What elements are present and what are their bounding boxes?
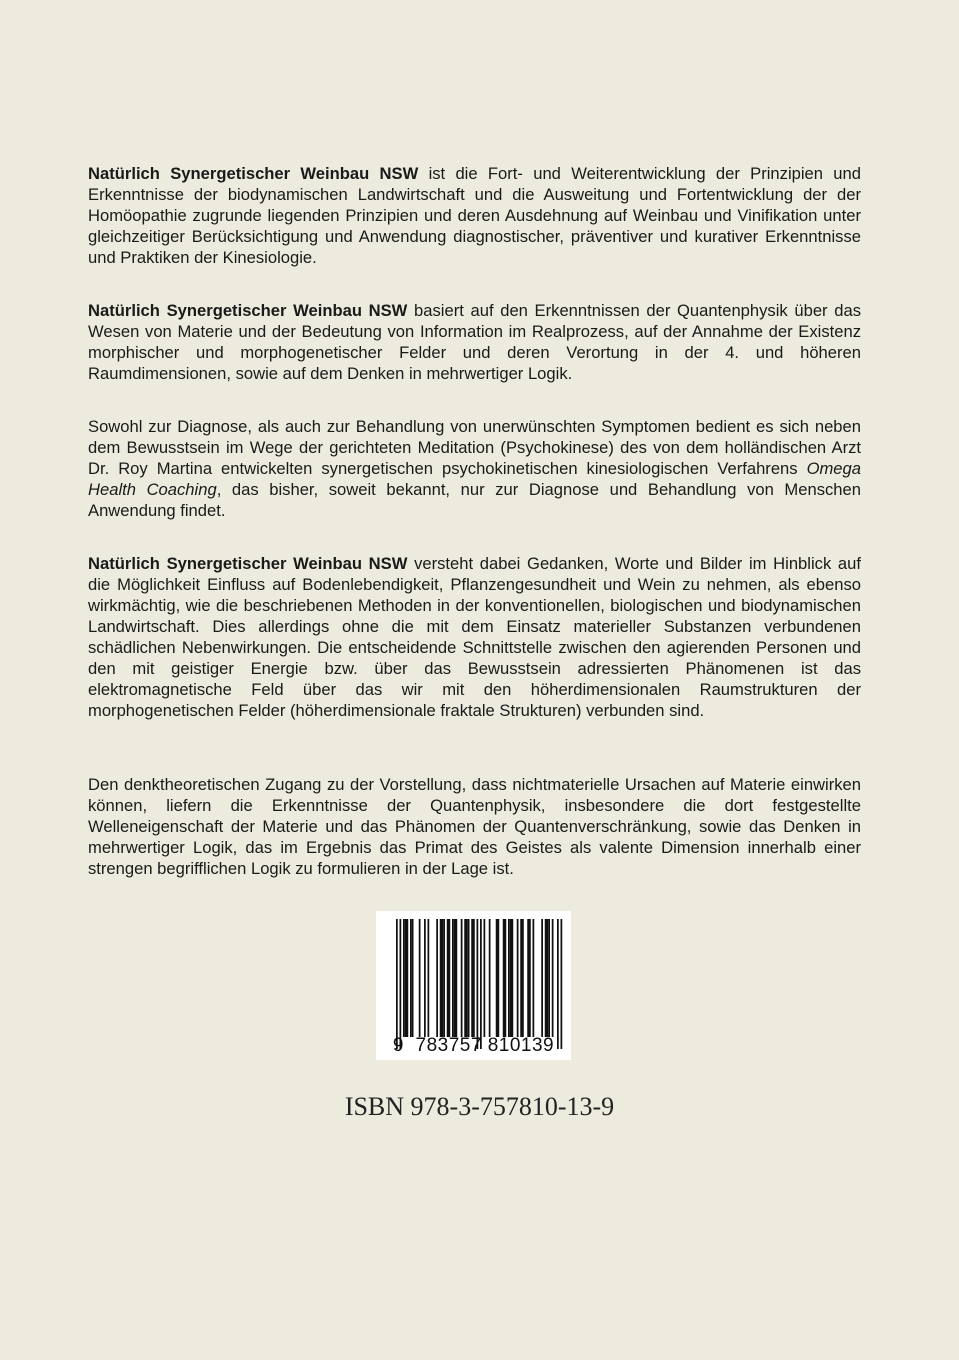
barcode-bar: [471, 919, 473, 1037]
paragraph-3-text-before: Sowohl zur Diagnose, als auch zur Behandlung von unerwünschten Symptomen bedient es sich neben dem Bewusstsein im Wege der gerichteten Meditation (Psychokinese) des von dem holländischen Arzt Dr. Roy Martina entwickelten synergetischen psychokinetischen kinesiologischen Verfahrens: [88, 417, 861, 478]
barcode-bar: [522, 919, 524, 1037]
barcode-bar: [498, 919, 500, 1037]
barcode-bar: [545, 919, 547, 1037]
paragraph-1-text: ist die Fort- und Weiterentwicklung der Prinzipien und Erkenntnisse der biodynamischen Landwirtschaft und die Ausweitung und Fortentwicklung der der Homöopathie zugrunde liegenden Prinzipien und deren Ausdehnung auf Weinbau und Vinifikation unter gleichzeitiger Berücksichtigung und Anwendung diagnostischer, präventiver und kurativer Erkenntnisse und Praktiken der Kinesiologie.: [88, 164, 861, 267]
paragraph-3-italic-term: Omega Health Coaching: [88, 459, 861, 499]
barcode-bar: [561, 919, 563, 1049]
paragraph-2: [88, 300, 861, 384]
paragraph-3: [88, 416, 861, 521]
barcode-bar: [552, 919, 554, 1037]
paragraph-1: [88, 163, 861, 268]
barcode-bar: [527, 919, 529, 1037]
barcode-bar: [484, 919, 486, 1037]
barcode-bar: [541, 919, 543, 1037]
barcode-bar: [461, 919, 463, 1037]
barcode-bar: [547, 919, 549, 1037]
barcode-digits: [376, 1035, 571, 1057]
barcode-bar: [419, 919, 421, 1037]
barcode-bar: [533, 919, 535, 1037]
isbn-label: ISBN 978-3-757810-13-9: [344, 1092, 615, 1121]
paragraph-2-lead: Natürlich Synergetischer Weinbau NSW: [88, 301, 408, 320]
barcode-bar: [496, 919, 498, 1037]
barcode-bar: [464, 919, 466, 1037]
barcode-bar: [480, 919, 482, 1049]
barcode-bar: [477, 919, 479, 1049]
barcode-bar: [396, 919, 398, 1049]
barcode-bar: [449, 919, 451, 1037]
barcode-bar: [520, 919, 522, 1037]
barcode-bar: [489, 919, 491, 1037]
paragraph-1-lead: Natürlich Synergetischer Weinbau NSW: [88, 164, 419, 183]
barcode-bar: [510, 919, 512, 1037]
paragraph-4-text: versteht dabei Gedanken, Worte und Bilder im Hinblick auf die Möglichkeit Einfluss auf Bodenlebendigkeit, Pflanzengesundheit und Wein zu nehmen, als ebenso wirkmächtig, wie die beschriebenen Methoden in der konventionellen, biologischen und biodynamischen Landwirtschaft. Dies allerdings ohne die mit dem Einsatz materieller Substanzen verbundenen schädlichen Nebenwirkungen. Die entscheidende Schnittstelle zwischen den agierenden Personen und den mit geistiger Energie bzw. über das Bewusstsein adressierten Phänomenen ist das elektromagnetische Feld über das wir mit den höherdimensionalen Raumstrukturen der morphogenetischen Felder (höherdimensionale fraktale Strukturen) verbunden sind.: [88, 554, 861, 720]
barcode-bar: [517, 919, 519, 1037]
paragraph-4: [88, 553, 861, 721]
barcode-bar: [468, 919, 470, 1037]
barcode-bar: [503, 919, 505, 1037]
barcode-bar: [412, 919, 414, 1037]
barcode-bar: [410, 919, 412, 1037]
paragraph-4-lead: Natürlich Synergetischer Weinbau NSW: [88, 554, 408, 573]
barcode-bar: [424, 919, 426, 1037]
barcode-bar: [447, 919, 449, 1037]
barcode-bar: [436, 919, 438, 1037]
barcode-left-group: 783757: [415, 1035, 482, 1056]
barcode-bar: [405, 919, 407, 1037]
barcode-bar: [454, 919, 456, 1037]
barcode-bar: [512, 919, 514, 1037]
barcode-bar: [407, 919, 409, 1037]
barcode-bar: [548, 919, 550, 1037]
barcode-bar: [442, 919, 444, 1037]
barcode-right-group: 810139: [487, 1035, 555, 1056]
barcode-bar: [505, 919, 507, 1037]
ean-barcode: [376, 911, 571, 1060]
barcode-bar: [557, 919, 559, 1049]
barcode-bar: [529, 919, 531, 1037]
barcode-bar: [473, 919, 475, 1037]
paragraph-2-text: basiert auf den Erkenntnissen der Quantenphysik über das Wesen von Materie und der Bedeutung von Information im Realprozess, auf der Annahme der Existenz morphischer und morphogenetischer Felder und deren Verortung in der 4. und höheren Raumdimensionen, sowie auf dem Denken in mehrwertiger Logik.: [88, 301, 861, 383]
barcode-bar: [456, 919, 458, 1037]
barcode-bar: [443, 919, 445, 1037]
paragraph-5: [88, 774, 861, 879]
barcode-bar: [508, 919, 510, 1037]
paragraph-3-text-after: , das bisher, soweit bekannt, nur zur Diagnose und Behandlung von Menschen Anwendung findet.: [88, 480, 861, 520]
paragraph-5-text: Den denktheoretischen Zugang zu der Vorstellung, dass nichtmaterielle Ursachen auf Materie einwirken können, liefern die Erkenntnisse der Quantenphysik, insbesondere die dort festgestellte Welleneigenschaft der Materie und das Phänomen der Quantenverschränkung, sowie das Denken in mehrwertiger Logik, das im Ergebnis das Primat des Geistes als valente Dimension innerhalb einer strengen begrifflichen Logik zu formulieren in der Lage ist.: [88, 775, 861, 878]
barcode-bar: [428, 919, 430, 1037]
barcode-bar: [400, 919, 402, 1049]
barcode-bar: [403, 919, 405, 1037]
barcode-bar: [440, 919, 442, 1037]
barcode-first-digit: 9: [392, 1035, 404, 1056]
barcode-bar: [452, 919, 454, 1037]
barcode-bar: [466, 919, 468, 1037]
